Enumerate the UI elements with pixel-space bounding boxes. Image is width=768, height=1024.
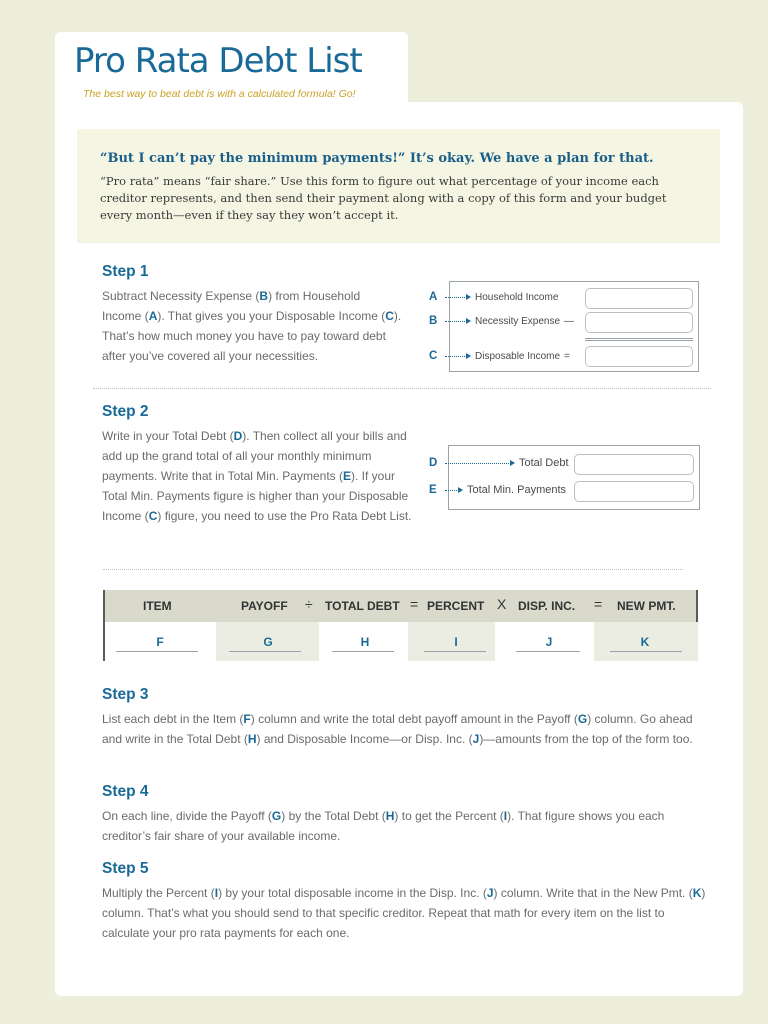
letter-ref: A [148, 309, 158, 323]
text-segment: )—amounts from the top of the form too. [479, 732, 693, 746]
step3-text [102, 709, 706, 749]
text-segment: ) from Household Income ( [102, 289, 361, 323]
header-disp-inc: DISP. INC. [518, 599, 576, 613]
text-segment: ). That’s how much money you have to pay toward debt after you’ve covered all your necessities. [102, 309, 402, 363]
text-segment: ) and Disposable Income—or Disp. Inc. ( [256, 732, 473, 746]
header-item: ITEM [143, 599, 172, 613]
page-title: Pro Rata Debt List [74, 41, 362, 81]
header-total-debt: TOTAL DEBT [325, 599, 400, 613]
household-income-field[interactable] [585, 288, 693, 309]
letter-a: A [429, 291, 438, 303]
header-payoff: PAYOFF [241, 599, 288, 613]
arrow-icon [445, 490, 459, 491]
header-new-pmt: NEW PMT. [617, 599, 676, 613]
item-field[interactable] [116, 651, 198, 652]
text-segment: ) column. Write that in the New Pmt. ( [493, 886, 693, 900]
new-pmt-field[interactable] [610, 651, 682, 652]
step2-text [102, 426, 414, 526]
table-row [103, 622, 698, 661]
letter-ref: I [214, 886, 219, 900]
column-letter-h: H [360, 635, 370, 649]
total-debt-field[interactable] [574, 454, 694, 475]
letter-ref: H [385, 809, 395, 823]
sum-line [585, 338, 693, 341]
text-segment: ). That gives you your Disposable Income ( [157, 309, 386, 323]
letter-c: C [429, 350, 438, 362]
step5-title: Step 5 [102, 860, 149, 877]
letter-ref: F [243, 712, 251, 726]
total-debt-label: Total Debt [519, 457, 569, 469]
column-letter-i: I [454, 635, 458, 649]
equals-operator: = [594, 596, 603, 612]
text-segment: ) column. Go ahead and write in the Total Debt ( [102, 712, 693, 746]
row-total-debt [429, 455, 569, 471]
letter-ref: I [503, 809, 508, 823]
column-letter-f: F [156, 635, 164, 649]
total-min-payments-label: Total Min. Payments [467, 484, 567, 496]
household-income-label: Household Income [475, 291, 559, 303]
letter-ref: C [148, 509, 158, 523]
letter-b: B [429, 315, 438, 327]
letter-ref: B [259, 289, 269, 303]
pro-rata-table [103, 590, 698, 661]
arrow-icon [445, 356, 467, 357]
column-letter-j: J [545, 635, 553, 649]
letter-ref: C [385, 309, 394, 323]
column-letter-k: K [640, 635, 650, 649]
table-header [103, 590, 698, 622]
payoff-field[interactable] [229, 651, 301, 652]
arrow-icon [445, 297, 467, 298]
text-segment: ). That figure shows you each creditor’s fair share of your available income. [102, 809, 665, 843]
necessity-expense-label: Necessity Expense [475, 315, 561, 327]
text-segment: ). Then collect all your bills and add up the grand total of all your monthly minimum payments. Write that in Total Min. Payments ( [102, 429, 407, 483]
text-segment: Write in your Total Debt ( [102, 429, 234, 443]
multiply-operator: X [497, 596, 507, 612]
row-disposable-income [429, 348, 570, 364]
necessity-expense-field[interactable] [585, 312, 693, 333]
arrow-icon [445, 463, 511, 464]
letter-e: E [429, 484, 437, 496]
intro-heading: “But I can’t pay the minimum payments!” It’s okay. We have a plan for that. [100, 151, 654, 166]
step3-title: Step 3 [102, 686, 149, 703]
text-segment: ) to get the Percent ( [394, 809, 504, 823]
divide-operator: ÷ [305, 596, 313, 612]
divider [103, 569, 683, 570]
header-percent: PERCENT [427, 599, 485, 613]
text-segment: List each debt in the Item ( [102, 712, 244, 726]
total-debt-cell-field[interactable] [332, 651, 394, 652]
letter-ref: K [692, 886, 702, 900]
percent-field[interactable] [424, 651, 486, 652]
minus-operator: — [564, 315, 575, 327]
letter-ref: J [486, 886, 494, 900]
equals-operator: = [410, 596, 419, 612]
text-segment: On each line, divide the Payoff ( [102, 809, 272, 823]
text-segment: ) column and write the total debt payoff amount in the Payoff ( [250, 712, 578, 726]
column-letter-g: G [263, 635, 273, 649]
text-segment: ) figure, you need to use the Pro Rata Debt List. [157, 509, 412, 523]
disposable-income-field[interactable] [585, 346, 693, 367]
step4-title: Step 4 [102, 783, 149, 800]
step1-title: Step 1 [102, 263, 149, 280]
letter-ref: G [271, 809, 282, 823]
divider [93, 388, 711, 389]
text-segment: ) by your total disposable income in the Disp. Inc. ( [218, 886, 487, 900]
row-necessity-expense [429, 313, 574, 329]
letter-ref: H [247, 732, 257, 746]
step2-title: Step 2 [102, 403, 149, 420]
step1-text [102, 286, 402, 366]
row-household-income [429, 289, 558, 305]
step4-text [102, 806, 706, 846]
row-total-min-payments [429, 482, 566, 498]
disp-inc-field[interactable] [516, 651, 580, 652]
letter-ref: E [342, 469, 351, 483]
letter-ref: J [472, 732, 480, 746]
text-segment: Subtract Necessity Expense ( [102, 289, 260, 303]
equals-operator: = [564, 350, 570, 362]
disposable-income-label: Disposable Income [475, 350, 561, 362]
step5-text [102, 883, 706, 943]
letter-ref: G [577, 712, 588, 726]
intro-body: “Pro rata” means “fair share.” Use this form to figure out what percentage of your income each creditor represents, and then send their payment along with a copy of this form and your budget every month—even if they say they won’t accept it. [100, 174, 667, 222]
letter-ref: D [233, 429, 243, 443]
text-segment: ). If your Total Min. Payments figure is higher than your Disposable Income ( [102, 469, 409, 523]
text-segment: ) by the Total Debt ( [281, 809, 386, 823]
letter-d: D [429, 457, 438, 469]
total-min-payments-field[interactable] [574, 481, 694, 502]
text-segment: ) column. That’s what you should send to that specific creditor. Repeat that math for every item on the list to calculate your pro rata payments for each one. [102, 886, 706, 940]
tagline: The best way to beat debt is with a calculated formula! Go! [83, 88, 356, 100]
arrow-icon [445, 321, 467, 322]
text-segment: Multiply the Percent ( [102, 886, 215, 900]
